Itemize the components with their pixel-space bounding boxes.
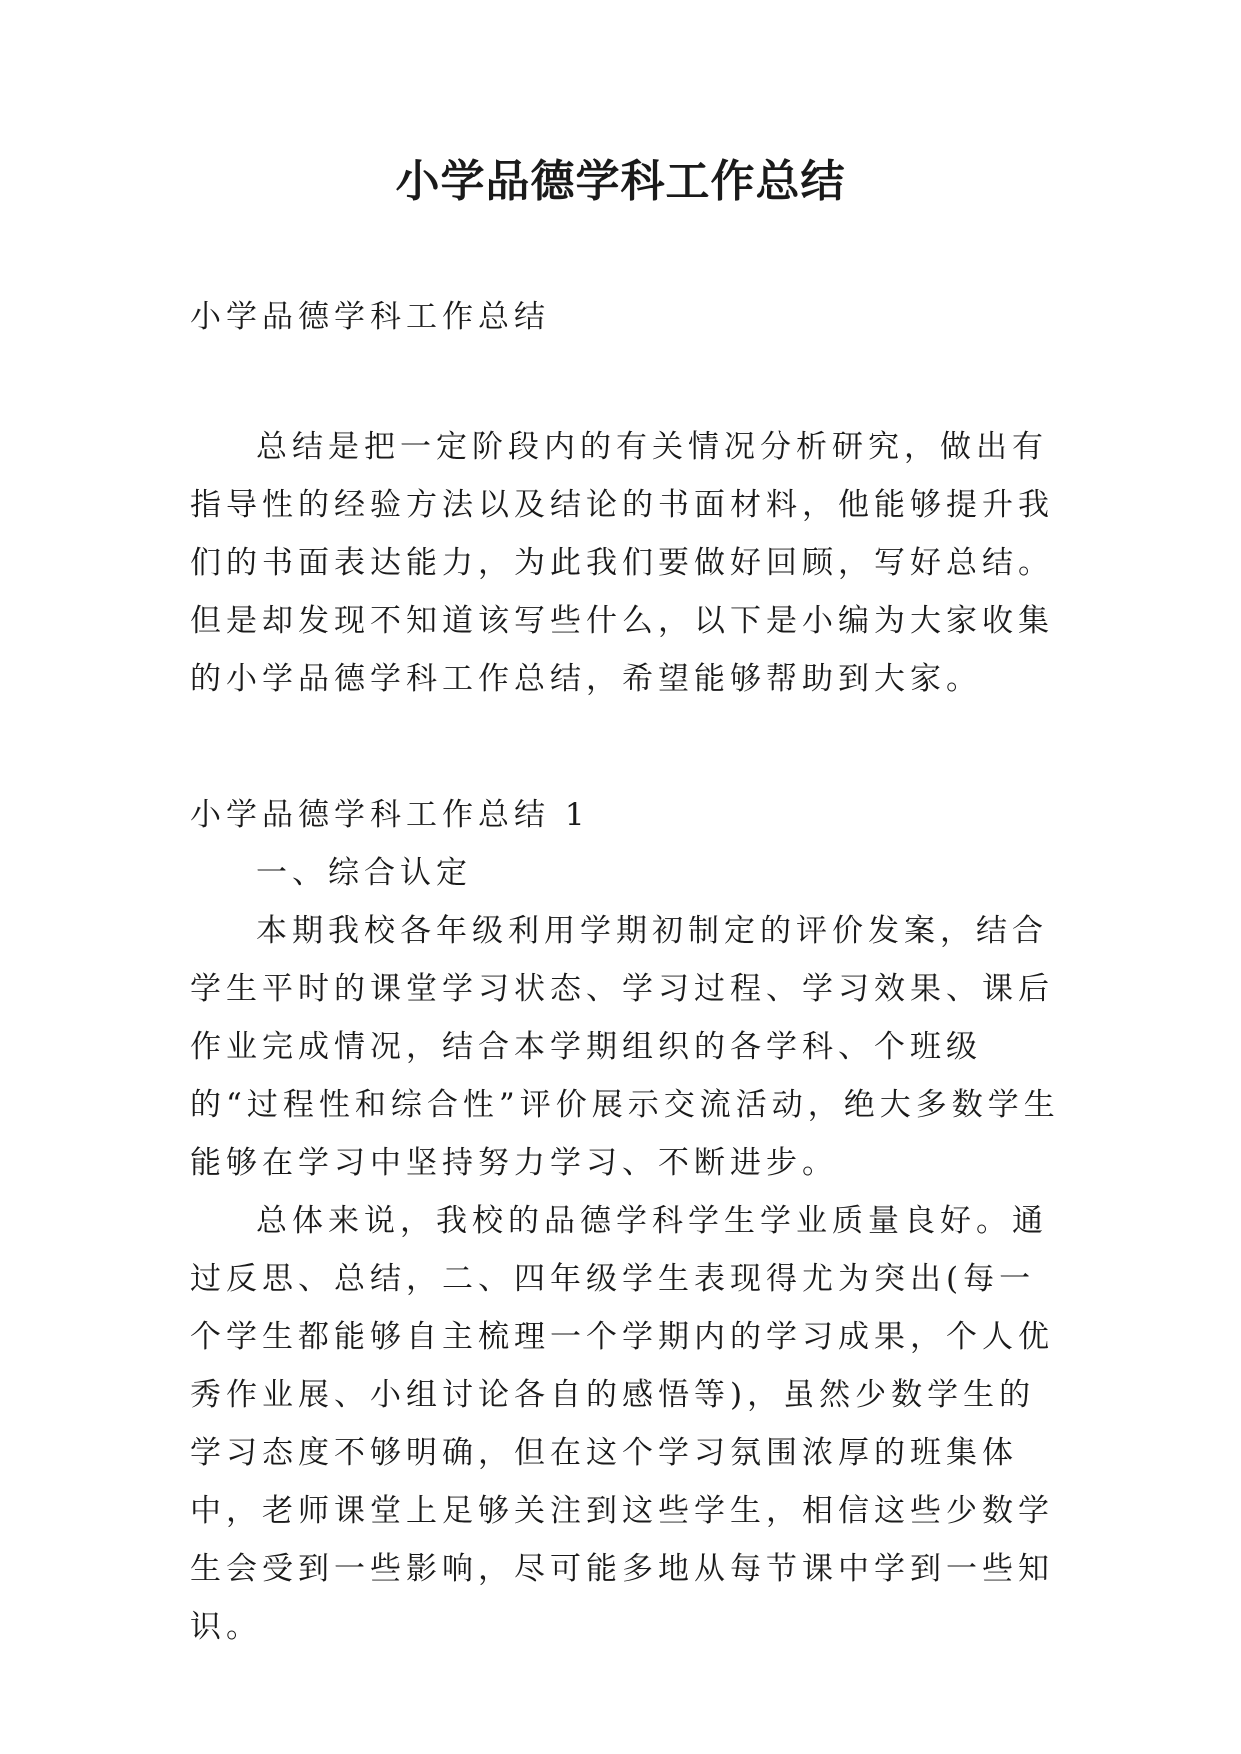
spacer — [190, 346, 1060, 418]
document-title: 小学品德学科工作总结 — [395, 156, 846, 207]
section-1-paragraph-1: 本期我校各年级利用学期初制定的评价发案，结合学生平时的课堂学习状态、学习过程、学习效果、课后作业完成情况，结合本学期组织的各学科、个班级的“过程性和综合性”评价展示交流活动，绝大多数学生能够在学习中坚持努力学习、不断进步。 — [190, 913, 1060, 1181]
intro-paragraph: 总结是把一定阶段内的有关情况分析研究，做出有指导性的经验方法以及结论的书面材料，他能够提升我们的书面表达能力，为此我们要做好回顾，写好总结。但是却发现不知道该写些什么，以下是小编为大家收集的小学品德学科工作总结，希望能够帮助到大家。 — [190, 429, 1054, 697]
section-1-title: 小学品德学科工作总结 1 — [190, 797, 590, 833]
document-subtitle: 小学品德学科工作总结 — [190, 299, 550, 335]
section-1-paragraph-2: 总体来说，我校的品德学科学生学业质量良好。通过反思、总结，二、四年级学生表现得尤为突出(每一个学生都能够自主梳理一个学期内的学习成果，个人优秀作业展、小组讨论各自的感悟等)，虽然少数学生的学习态度不够明确，但在这个学习氛围浓厚的班集体中，老师课堂上足够关注到这些学生，相信这些少数学生会受到一些影响，尽可能多地从每节课中学到一些知识。 — [190, 1203, 1054, 1645]
document-body — [190, 288, 1060, 1656]
spacer — [190, 708, 1060, 786]
section-1-heading: 一、综合认定 — [256, 855, 472, 891]
